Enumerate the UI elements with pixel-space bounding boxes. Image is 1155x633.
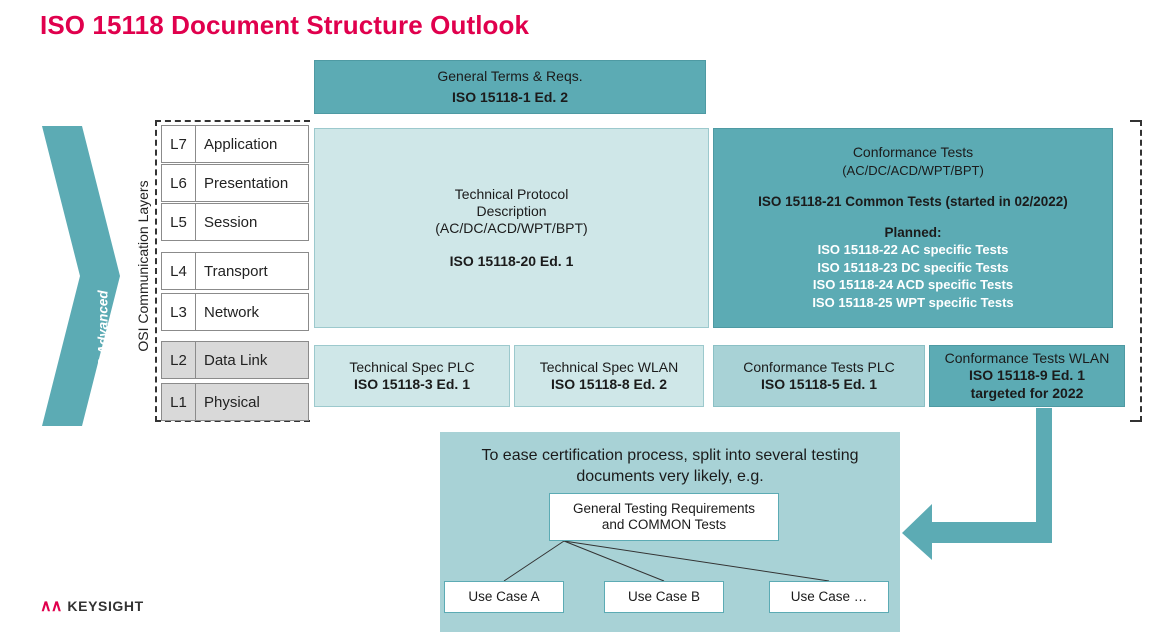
osi-layer-l3-number: L3: [162, 294, 196, 330]
tech-protocol-line2: Description: [476, 202, 547, 219]
box-technical-spec-plc: [314, 345, 510, 407]
osi-layer-l7-name: Application: [196, 126, 308, 162]
osi-layer-l2: [161, 341, 309, 379]
box-general-terms: [314, 60, 706, 114]
keysight-mark-icon: ∧∧: [40, 598, 62, 615]
keysight-wordmark: KEYSIGHT: [67, 598, 144, 614]
tech-protocol-standard: ISO 15118-20 Ed. 1: [449, 253, 574, 270]
osi-layer-l4-name: Transport: [196, 253, 308, 289]
box-general-testing-requirements: [549, 493, 779, 541]
osi-axis-label-wrap: [126, 122, 152, 420]
conformance-header: Conformance Tests: [852, 144, 974, 161]
osi-layer-l1-name: Physical: [196, 384, 308, 420]
spec-plc-standard: ISO 15118-3 Ed. 1: [354, 376, 470, 392]
osi-layer-l4: [161, 252, 309, 290]
ccs-advanced-arrow: [42, 126, 120, 426]
spec-plc-line1: Technical Spec PLC: [349, 358, 475, 375]
osi-layer-l1-number: L1: [162, 384, 196, 420]
gen-test-line1: General Testing Requirements: [572, 500, 756, 516]
box-technical-spec-wlan: [514, 345, 704, 407]
ccs-advanced-label: CCS Advanced: [95, 290, 111, 387]
conformance-planned-item-1: ISO 15118-22 AC specific Tests: [817, 242, 1009, 258]
page-title: ISO 15118 Document Structure Outlook: [40, 10, 530, 40]
conf-plc-standard: ISO 15118-5 Ed. 1: [761, 376, 877, 392]
certification-intro-text: To ease certification process, split into several testing documents very likely, e.g.: [481, 447, 859, 485]
osi-layer-l5: [161, 203, 309, 241]
osi-layer-l7: [161, 125, 309, 163]
gen-test-line2: and COMMON Tests: [601, 517, 727, 532]
conf-wlan-standard: ISO 15118-9 Ed. 1: [969, 367, 1085, 384]
box-conformance-tests: [713, 128, 1113, 328]
use-case-a-label: Use Case A: [468, 588, 540, 604]
box-use-case-a: [444, 581, 564, 613]
conf-wlan-line1: Conformance Tests WLAN: [944, 349, 1110, 366]
osi-layer-l4-number: L4: [162, 253, 196, 289]
box-technical-protocol: [314, 128, 709, 328]
osi-layer-l5-number: L5: [162, 204, 196, 240]
osi-layer-l6-number: L6: [162, 165, 196, 201]
general-terms-standard: ISO 15118-1 Ed. 2: [452, 88, 568, 105]
osi-layer-l3-name: Network: [196, 294, 308, 330]
flow-arrow-wlan-to-panel: [890, 400, 1060, 560]
spec-wlan-line1: Technical Spec WLAN: [539, 358, 679, 375]
conformance-planned-item-4: ISO 15118-25 WPT specific Tests: [812, 294, 1014, 310]
conformance-common-tests: ISO 15118-21 Common Tests (started in 02/2022): [758, 194, 1068, 210]
conf-plc-line1: Conformance Tests PLC: [743, 358, 895, 375]
osi-layer-l1: [161, 383, 309, 421]
conformance-planned-label: Planned:: [884, 224, 942, 240]
osi-layer-l6: [161, 164, 309, 202]
conformance-planned-item-2: ISO 15118-23 DC specific Tests: [817, 259, 1009, 275]
box-conformance-tests-wlan: [929, 345, 1125, 407]
tech-protocol-line3: (AC/DC/ACD/WPT/BPT): [435, 220, 588, 236]
osi-layer-l2-name: Data Link: [196, 342, 308, 378]
osi-axis-label: OSI Communication Layers: [135, 180, 151, 352]
conformance-sub: (AC/DC/ACD/WPT/BPT): [842, 162, 984, 178]
use-case-c-label: Use Case …: [790, 588, 868, 604]
osi-layer-l6-name: Presentation: [196, 165, 308, 201]
tech-protocol-line1: Technical Protocol: [454, 185, 569, 202]
keysight-logo: [40, 596, 144, 616]
general-terms-line1: General Terms & Reqs.: [437, 68, 583, 85]
conf-wlan-target: targeted for 2022: [970, 384, 1084, 401]
osi-layer-l3: [161, 293, 309, 331]
osi-layer-l5-name: Session: [196, 204, 308, 240]
spec-wlan-standard: ISO 15118-8 Ed. 2: [551, 376, 667, 392]
use-case-b-label: Use Case B: [627, 588, 701, 604]
osi-dashed-bracket-right: [1130, 120, 1142, 422]
box-use-case-c: [769, 581, 889, 613]
box-use-case-b: [604, 581, 724, 613]
osi-layer-l2-number: L2: [162, 342, 196, 378]
osi-layer-l7-number: L7: [162, 126, 196, 162]
conformance-planned-item-3: ISO 15118-24 ACD specific Tests: [812, 277, 1014, 293]
box-conformance-tests-plc: [713, 345, 925, 407]
